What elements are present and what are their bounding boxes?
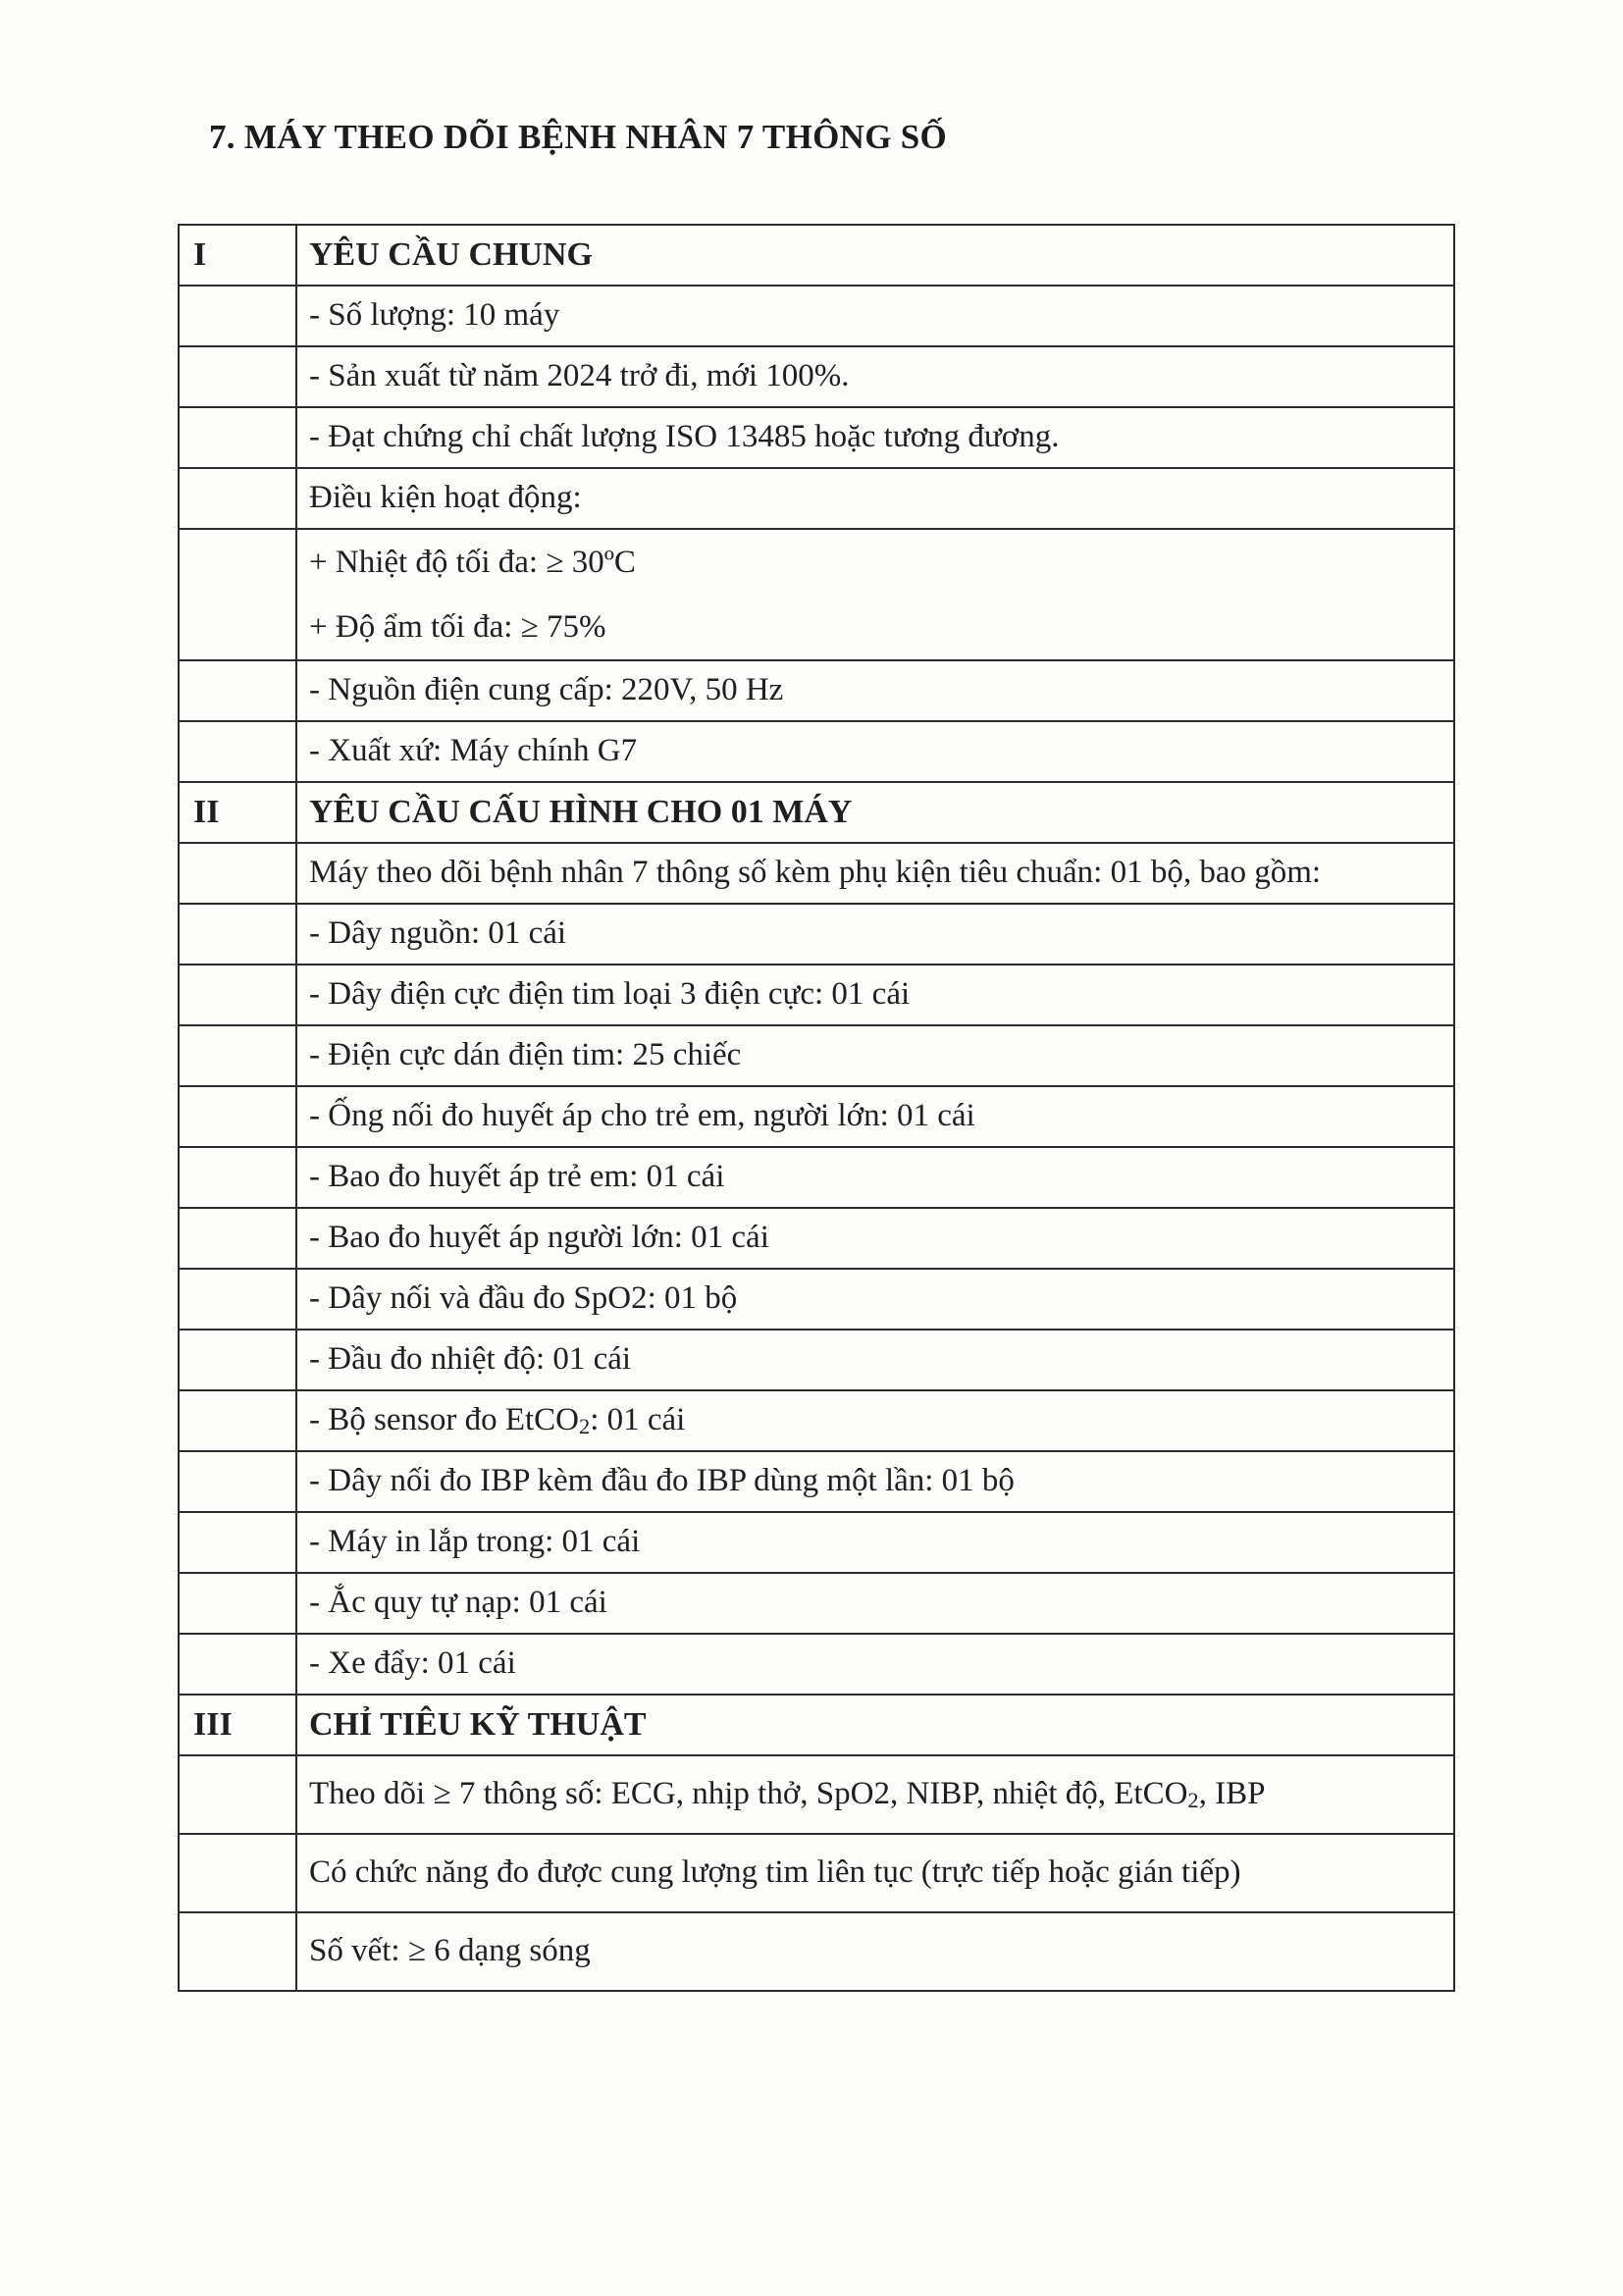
text-part: - Bộ sensor đo EtCO [309,1402,579,1438]
table-row [179,1269,1454,1330]
spec-item: - Điện cực dán điện tim: 25 chiếc [296,1025,1454,1086]
subscript: 2 [1187,1788,1199,1813]
spec-item: - Xuất xứ: Máy chính G7 [296,721,1454,782]
spec-table [178,224,1455,1992]
spec-item: + Độ ẩm tối đa: ≥ 75% [309,609,606,645]
empty-cell [179,529,296,660]
empty-cell [179,1755,296,1834]
section-number: II [179,782,296,843]
empty-cell [179,1451,296,1512]
section-row-3 [179,1695,1454,1755]
spec-item: - Dây nguồn: 01 cái [296,904,1454,965]
table-row [179,1512,1454,1573]
table-row [179,1147,1454,1208]
table-row [179,660,1454,721]
table-row [179,721,1454,782]
empty-cell [179,1208,296,1269]
empty-cell [179,346,296,407]
spec-item-etco2 [296,1390,1454,1451]
section-heading: YÊU CẦU CẤU HÌNH CHO 01 MÁY [296,782,1454,843]
table-row [179,1755,1454,1834]
empty-cell [179,1390,296,1451]
empty-cell [179,965,296,1025]
spec-item: - Bao đo huyết áp trẻ em: 01 cái [296,1147,1454,1208]
table-row [179,468,1454,529]
section-row-1 [179,225,1454,286]
table-row [179,1208,1454,1269]
section-heading: YÊU CẦU CHUNG [296,225,1454,286]
spec-item: - Bao đo huyết áp người lớn: 01 cái [296,1208,1454,1269]
table-row [179,1330,1454,1390]
section-heading: CHỈ TIÊU KỸ THUẬT [296,1695,1454,1755]
empty-cell [179,660,296,721]
table-row [179,407,1454,468]
empty-cell [179,1912,296,1991]
table-row [179,1634,1454,1695]
text-part: : 01 cái [590,1402,686,1438]
spec-item: Điều kiện hoạt động: [296,468,1454,529]
empty-cell [179,843,296,904]
page-title: 7. MÁY THEO DÕI BỆNH NHÂN 7 THÔNG SỐ [209,118,948,156]
table-row [179,1912,1454,1991]
spec-item: - Đạt chứng chỉ chất lượng ISO 13485 hoặc tương đương. [296,407,1454,468]
empty-cell [179,1330,296,1390]
empty-cell [179,1512,296,1573]
empty-cell [179,1834,296,1912]
spec-item: - Xe đẩy: 01 cái [296,1634,1454,1695]
spec-item: - Máy in lắp trong: 01 cái [296,1512,1454,1573]
table-row [179,1025,1454,1086]
section-row-2 [179,782,1454,843]
empty-cell [179,1634,296,1695]
table-row [179,1086,1454,1147]
spec-item: + Nhiệt độ tối đa: ≥ 30ºC [309,545,636,580]
section-number: I [179,225,296,286]
table-row [179,965,1454,1025]
empty-cell [179,904,296,965]
table-row [179,1834,1454,1912]
spec-item: - Số lượng: 10 máy [296,286,1454,346]
spec-item: - Nguồn điện cung cấp: 220V, 50 Hz [296,660,1454,721]
spec-item: - Sản xuất từ năm 2024 trở đi, mới 100%. [296,346,1454,407]
empty-cell [179,468,296,529]
subscript: 2 [579,1414,591,1439]
spec-item: Có chức năng đo được cung lượng tim liên tục (trực tiếp hoặc gián tiếp) [296,1834,1454,1912]
spec-item: - Đầu đo nhiệt độ: 01 cái [296,1330,1454,1390]
empty-cell [179,286,296,346]
spec-item: - Ắc quy tự nạp: 01 cái [296,1573,1454,1634]
table-row [179,1390,1454,1451]
table-row [179,843,1454,904]
empty-cell [179,1086,296,1147]
spec-item: Số vết: ≥ 6 dạng sóng [296,1912,1454,1991]
spec-item: - Ống nối đo huyết áp cho trẻ em, người lớn: 01 cái [296,1086,1454,1147]
spec-item: - Dây nối đo IBP kèm đầu đo IBP dùng một lần: 01 bộ [296,1451,1454,1512]
empty-cell [179,1147,296,1208]
spec-item: - Dây điện cực điện tim loại 3 điện cực: 01 cái [296,965,1454,1025]
spec-item-parameters [296,1755,1454,1834]
text-part: , IBP [1198,1776,1266,1812]
operating-conditions-cell [296,529,1454,660]
table-row [179,904,1454,965]
spec-item: Máy theo dõi bệnh nhân 7 thông số kèm phụ kiện tiêu chuẩn: 01 bộ, bao gồm: [296,843,1454,904]
text-part: Theo dõi ≥ 7 thông số: ECG, nhịp thở, SpO2, NIBP, nhiệt độ, EtCO [309,1776,1188,1812]
empty-cell [179,1269,296,1330]
empty-cell [179,407,296,468]
empty-cell [179,1025,296,1086]
spec-item: - Dây nối và đầu đo SpO2: 01 bộ [296,1269,1454,1330]
table-row [179,286,1454,346]
table-row [179,1573,1454,1634]
section-number: III [179,1695,296,1755]
empty-cell [179,721,296,782]
empty-cell [179,1573,296,1634]
table-row [179,1451,1454,1512]
table-row [179,529,1454,660]
table-row [179,346,1454,407]
